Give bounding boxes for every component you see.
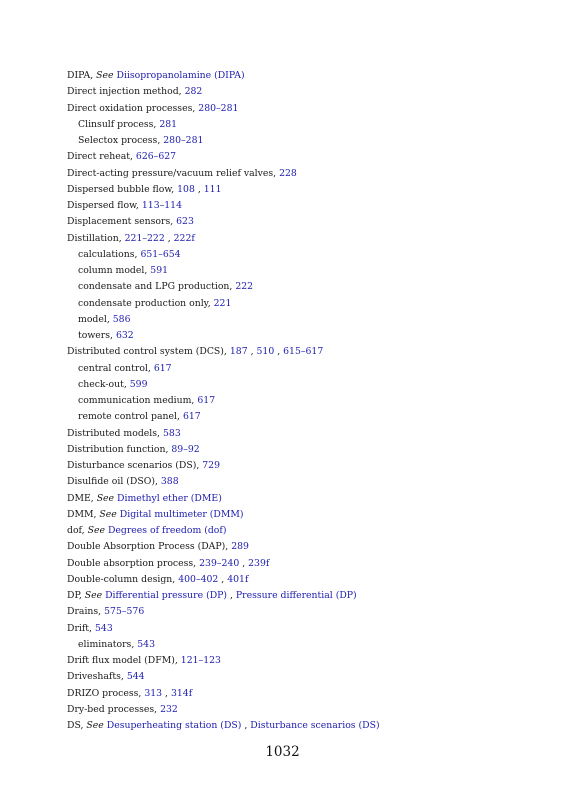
page-reference-link[interactable]: 617 (153, 362, 172, 374)
index-entry (67, 653, 527, 669)
index-term: check-out, (78, 378, 127, 390)
page-reference-link[interactable]: 632 (115, 330, 134, 341)
index-term: Distribution function, (67, 443, 169, 455)
index-term: Disulfide oil (DSO), (67, 476, 158, 488)
index-subentry (67, 377, 527, 393)
see-reference-label: See (86, 720, 104, 731)
index-term: DP, (67, 590, 82, 601)
index-term: Double absorption process, (67, 557, 197, 569)
page-reference-link[interactable]: 617 (182, 411, 201, 423)
page-reference-link[interactable]: 222f (173, 232, 195, 244)
page-reference-link[interactable]: 651–654 (140, 248, 181, 260)
index-term: towers, (78, 330, 113, 341)
index-entry: DP, See Differential pressure (DP) , Pressure differential (DP) (67, 590, 357, 601)
index-entry (67, 214, 527, 230)
page-reference-link[interactable]: 280–281 (163, 135, 204, 146)
index-term: Drift, (67, 622, 93, 634)
index-term: Direct oxidation processes, (67, 102, 196, 114)
index-entry: DRIZO process, 313 , 314f (67, 687, 193, 699)
index-entry: DS, See Desuperheating station (DS) , Disturbance scenarios (DS) (67, 720, 380, 731)
index-term: Direct reheat, (67, 151, 133, 163)
page-reference-link[interactable]: 510 (256, 346, 275, 358)
index-term: Dispersed flow, (67, 200, 139, 211)
page-reference-link[interactable]: 617 (197, 395, 216, 406)
index-term: DIPA, (67, 70, 94, 81)
index-term: Clinsulf process, (78, 118, 157, 130)
page-reference-link[interactable]: 187 (229, 346, 248, 358)
see-reference-label: See (96, 70, 114, 81)
index-term: dof, (67, 525, 85, 536)
see-reference-label: See (99, 508, 117, 520)
index-entry (67, 426, 527, 442)
index-entry (67, 491, 527, 507)
index-entry (67, 539, 527, 555)
cross-reference-link[interactable]: Diisopropanolamine (DIPA) (116, 70, 245, 81)
index-entry (67, 68, 527, 84)
index-term: DMM, (67, 508, 97, 520)
page-reference-link[interactable]: 401f (227, 573, 249, 585)
index-entry (67, 702, 527, 718)
index-list (67, 68, 527, 734)
index-entry: Double-column design, 400–402 , 401f (67, 573, 249, 585)
index-subentry (67, 117, 527, 133)
page-number: 1032 (265, 744, 300, 760)
page-reference-link[interactable]: 221 (213, 297, 232, 309)
page-reference-link[interactable]: 388 (160, 476, 179, 488)
page-reference-link[interactable]: 221–222 (124, 232, 165, 244)
index-entry (67, 669, 527, 685)
index-term: Drift flux model (DFM), (67, 655, 178, 666)
cross-reference-link[interactable]: Pressure differential (DP) (235, 590, 357, 601)
page-reference-link[interactable]: 113–114 (141, 200, 182, 211)
page-reference-link[interactable]: 239–240 (199, 557, 240, 569)
index-term: communication medium, (78, 395, 195, 406)
page-reference-link[interactable]: 314f (170, 687, 193, 699)
index-term: Dispersed bubble flow, (67, 183, 175, 195)
page-reference-link[interactable]: 121–123 (180, 655, 221, 666)
index-term: Direct injection method, (67, 86, 182, 98)
index-term: condensate and LPG production, (78, 281, 233, 293)
page-reference-link[interactable]: 289 (231, 541, 249, 553)
page-reference-link[interactable]: 89–92 (171, 443, 200, 455)
page-reference-link[interactable]: 282 (184, 86, 203, 98)
page-reference-link[interactable]: 222 (235, 281, 254, 293)
index-entry: Double absorption process, 239–240 , 239f (67, 557, 270, 569)
cross-reference-link[interactable]: Disturbance scenarios (DS) (250, 720, 380, 731)
index-term: Distributed control system (DCS), (67, 346, 227, 358)
index-term: DS, (67, 720, 84, 731)
index-term: Direct-acting pressure/vacuum relief valves, (67, 167, 277, 179)
page-reference-link[interactable]: 583 (162, 427, 181, 439)
cross-reference-link[interactable]: Desuperheating station (DS) (106, 720, 242, 731)
index-subentry (67, 409, 527, 425)
see-reference-label: See (96, 492, 115, 504)
page-reference-link[interactable]: 615–617 (283, 346, 324, 358)
index-term: model, (78, 313, 110, 325)
index-entry (67, 166, 527, 182)
cross-reference-link[interactable]: Dimethyl ether (DME) (117, 492, 222, 504)
index-term: DME, (67, 492, 94, 504)
page-reference-link[interactable]: 228 (279, 167, 297, 179)
index-term: eliminators, (78, 638, 135, 650)
page-reference-link[interactable]: 599 (129, 378, 148, 390)
index-entry (67, 458, 527, 474)
page-reference-link[interactable]: 313 (144, 687, 163, 699)
page-reference-link[interactable]: 111 (203, 183, 222, 195)
index-subentry (67, 279, 527, 295)
index-entry: Dispersed bubble flow, 108 , 111 (67, 183, 222, 195)
page-reference-link[interactable]: 591 (150, 265, 169, 276)
index-entry (67, 523, 527, 539)
see-reference-label: See (84, 590, 103, 601)
index-subentry (67, 247, 527, 263)
index-subentry (67, 637, 527, 653)
index-term: Dry-bed processes, (67, 703, 158, 715)
page-reference-link[interactable]: 543 (137, 638, 155, 650)
index-subentry (67, 296, 527, 312)
index-subentry (67, 263, 527, 279)
cross-reference-link[interactable]: Digital multimeter (DMM) (119, 508, 244, 520)
index-term: central control, (78, 362, 151, 374)
cross-reference-link[interactable]: Degrees of freedom (dof) (107, 525, 227, 536)
page-reference-link[interactable]: 543 (94, 622, 113, 634)
index-entry (67, 84, 527, 100)
index-entry: Distillation, 221–222 , 222f (67, 232, 195, 244)
index-term: Selectox process, (78, 135, 161, 146)
page-reference-link[interactable]: 586 (112, 313, 131, 325)
see-reference-label: See (87, 525, 105, 536)
page-reference-link[interactable]: 108 (177, 183, 195, 195)
page-reference-link[interactable]: 239f (248, 557, 270, 569)
page-reference-link[interactable]: 729 (202, 460, 221, 471)
index-term: calculations, (78, 248, 138, 260)
index-entry (67, 101, 527, 117)
page-reference-link[interactable]: 544 (126, 671, 145, 683)
page-reference-link[interactable]: 575–576 (104, 606, 145, 618)
index-term: Driveshafts, (67, 671, 124, 683)
index-term: DRIZO process, (67, 687, 142, 699)
index-term: Double-column design, (67, 573, 176, 585)
index-term: Distributed models, (67, 427, 161, 439)
index-entry (67, 198, 527, 214)
index-term: column model, (78, 265, 148, 276)
index-entry (67, 442, 527, 458)
index-entry (67, 149, 527, 165)
index-subentry (67, 133, 527, 149)
page-reference-link[interactable]: 281 (159, 118, 178, 130)
index-entry (67, 507, 527, 523)
index-term: Drains, (67, 606, 102, 618)
page-reference-link[interactable]: 280–281 (198, 102, 239, 114)
page-reference-link[interactable]: 626–627 (135, 151, 177, 163)
index-entry (67, 604, 527, 620)
index-term: Distillation, (67, 232, 122, 244)
index-subentry (67, 361, 527, 377)
page-reference-link[interactable]: 232 (160, 703, 178, 715)
index-term: remote control panel, (78, 411, 180, 423)
index-entry (67, 621, 527, 637)
index-entry (67, 474, 527, 490)
index-subentry (67, 312, 527, 328)
index-term: Double Absorption Process (DAP), (67, 541, 229, 553)
cross-reference-link[interactable]: Differential pressure (DP) (105, 590, 228, 601)
index-entry: Distributed control system (DCS), 187 , 510 , 615–617 (67, 346, 324, 358)
index-subentry (67, 393, 527, 409)
index-subentry (67, 328, 527, 344)
index-term: Displacement sensors, (67, 216, 174, 228)
page-reference-link[interactable]: 623 (176, 216, 194, 228)
page-reference-link[interactable]: 400–402 (178, 573, 219, 585)
index-term: condensate production only, (78, 297, 211, 309)
index-term: Disturbance scenarios (DS), (67, 460, 200, 471)
